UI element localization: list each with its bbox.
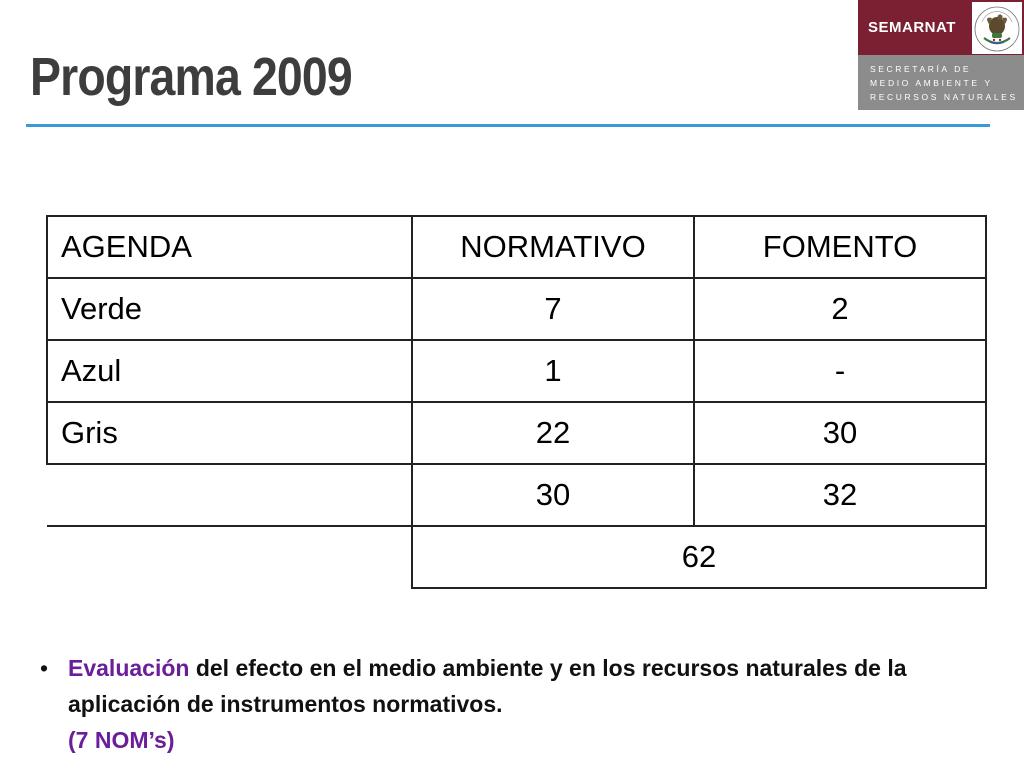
logo-subtitle-line: SECRETARÍA DE bbox=[870, 64, 972, 74]
table-row bbox=[47, 278, 986, 340]
table-header-row bbox=[47, 216, 986, 278]
row-label: Verde bbox=[47, 278, 412, 340]
row-label: Gris bbox=[47, 402, 412, 464]
row-normativo: 1 bbox=[412, 340, 694, 402]
logo-subtitle bbox=[870, 62, 1018, 104]
mexican-coat-of-arms-icon bbox=[972, 2, 1022, 54]
grand-total: 62 bbox=[412, 526, 986, 588]
row-fomento: 30 bbox=[694, 402, 986, 464]
bullet-body: del efecto en el medio ambiente y en los recursos naturales de la aplicación de instrumentos normativos. bbox=[68, 655, 907, 717]
slide-title: Programa 2009 bbox=[30, 47, 352, 107]
subtotal-fomento: 32 bbox=[694, 464, 986, 526]
row-label: Azul bbox=[47, 340, 412, 402]
table-row bbox=[47, 402, 986, 464]
header-normativo: NORMATIVO bbox=[412, 216, 694, 278]
semarnat-logo bbox=[858, 0, 1024, 110]
total-row bbox=[47, 526, 986, 588]
agenda-table bbox=[46, 215, 987, 589]
row-fomento: - bbox=[694, 340, 986, 402]
title-underline bbox=[26, 124, 990, 127]
logo-subtitle-line: MEDIO AMBIENTE Y bbox=[870, 78, 993, 88]
bullet-dot-icon: • bbox=[40, 655, 49, 681]
bullet-highlight: Evaluación bbox=[68, 655, 190, 681]
bullet-item bbox=[40, 650, 1000, 758]
blank-cell bbox=[47, 464, 412, 526]
blank-cell bbox=[47, 526, 412, 588]
subtotal-normativo: 30 bbox=[412, 464, 694, 526]
subtotal-row bbox=[47, 464, 986, 526]
header-agenda: AGENDA bbox=[47, 216, 412, 278]
table-row bbox=[47, 340, 986, 402]
row-fomento: 2 bbox=[694, 278, 986, 340]
bullet-text bbox=[68, 650, 1000, 758]
logo-top-band bbox=[858, 0, 1024, 55]
row-normativo: 22 bbox=[412, 402, 694, 464]
logo-name: SEMARNAT bbox=[868, 19, 956, 36]
logo-subtitle-line: RECURSOS NATURALES bbox=[870, 92, 1018, 102]
row-normativo: 7 bbox=[412, 278, 694, 340]
header-fomento: FOMENTO bbox=[694, 216, 986, 278]
bullet-note: (7 NOM’s) bbox=[68, 727, 175, 753]
